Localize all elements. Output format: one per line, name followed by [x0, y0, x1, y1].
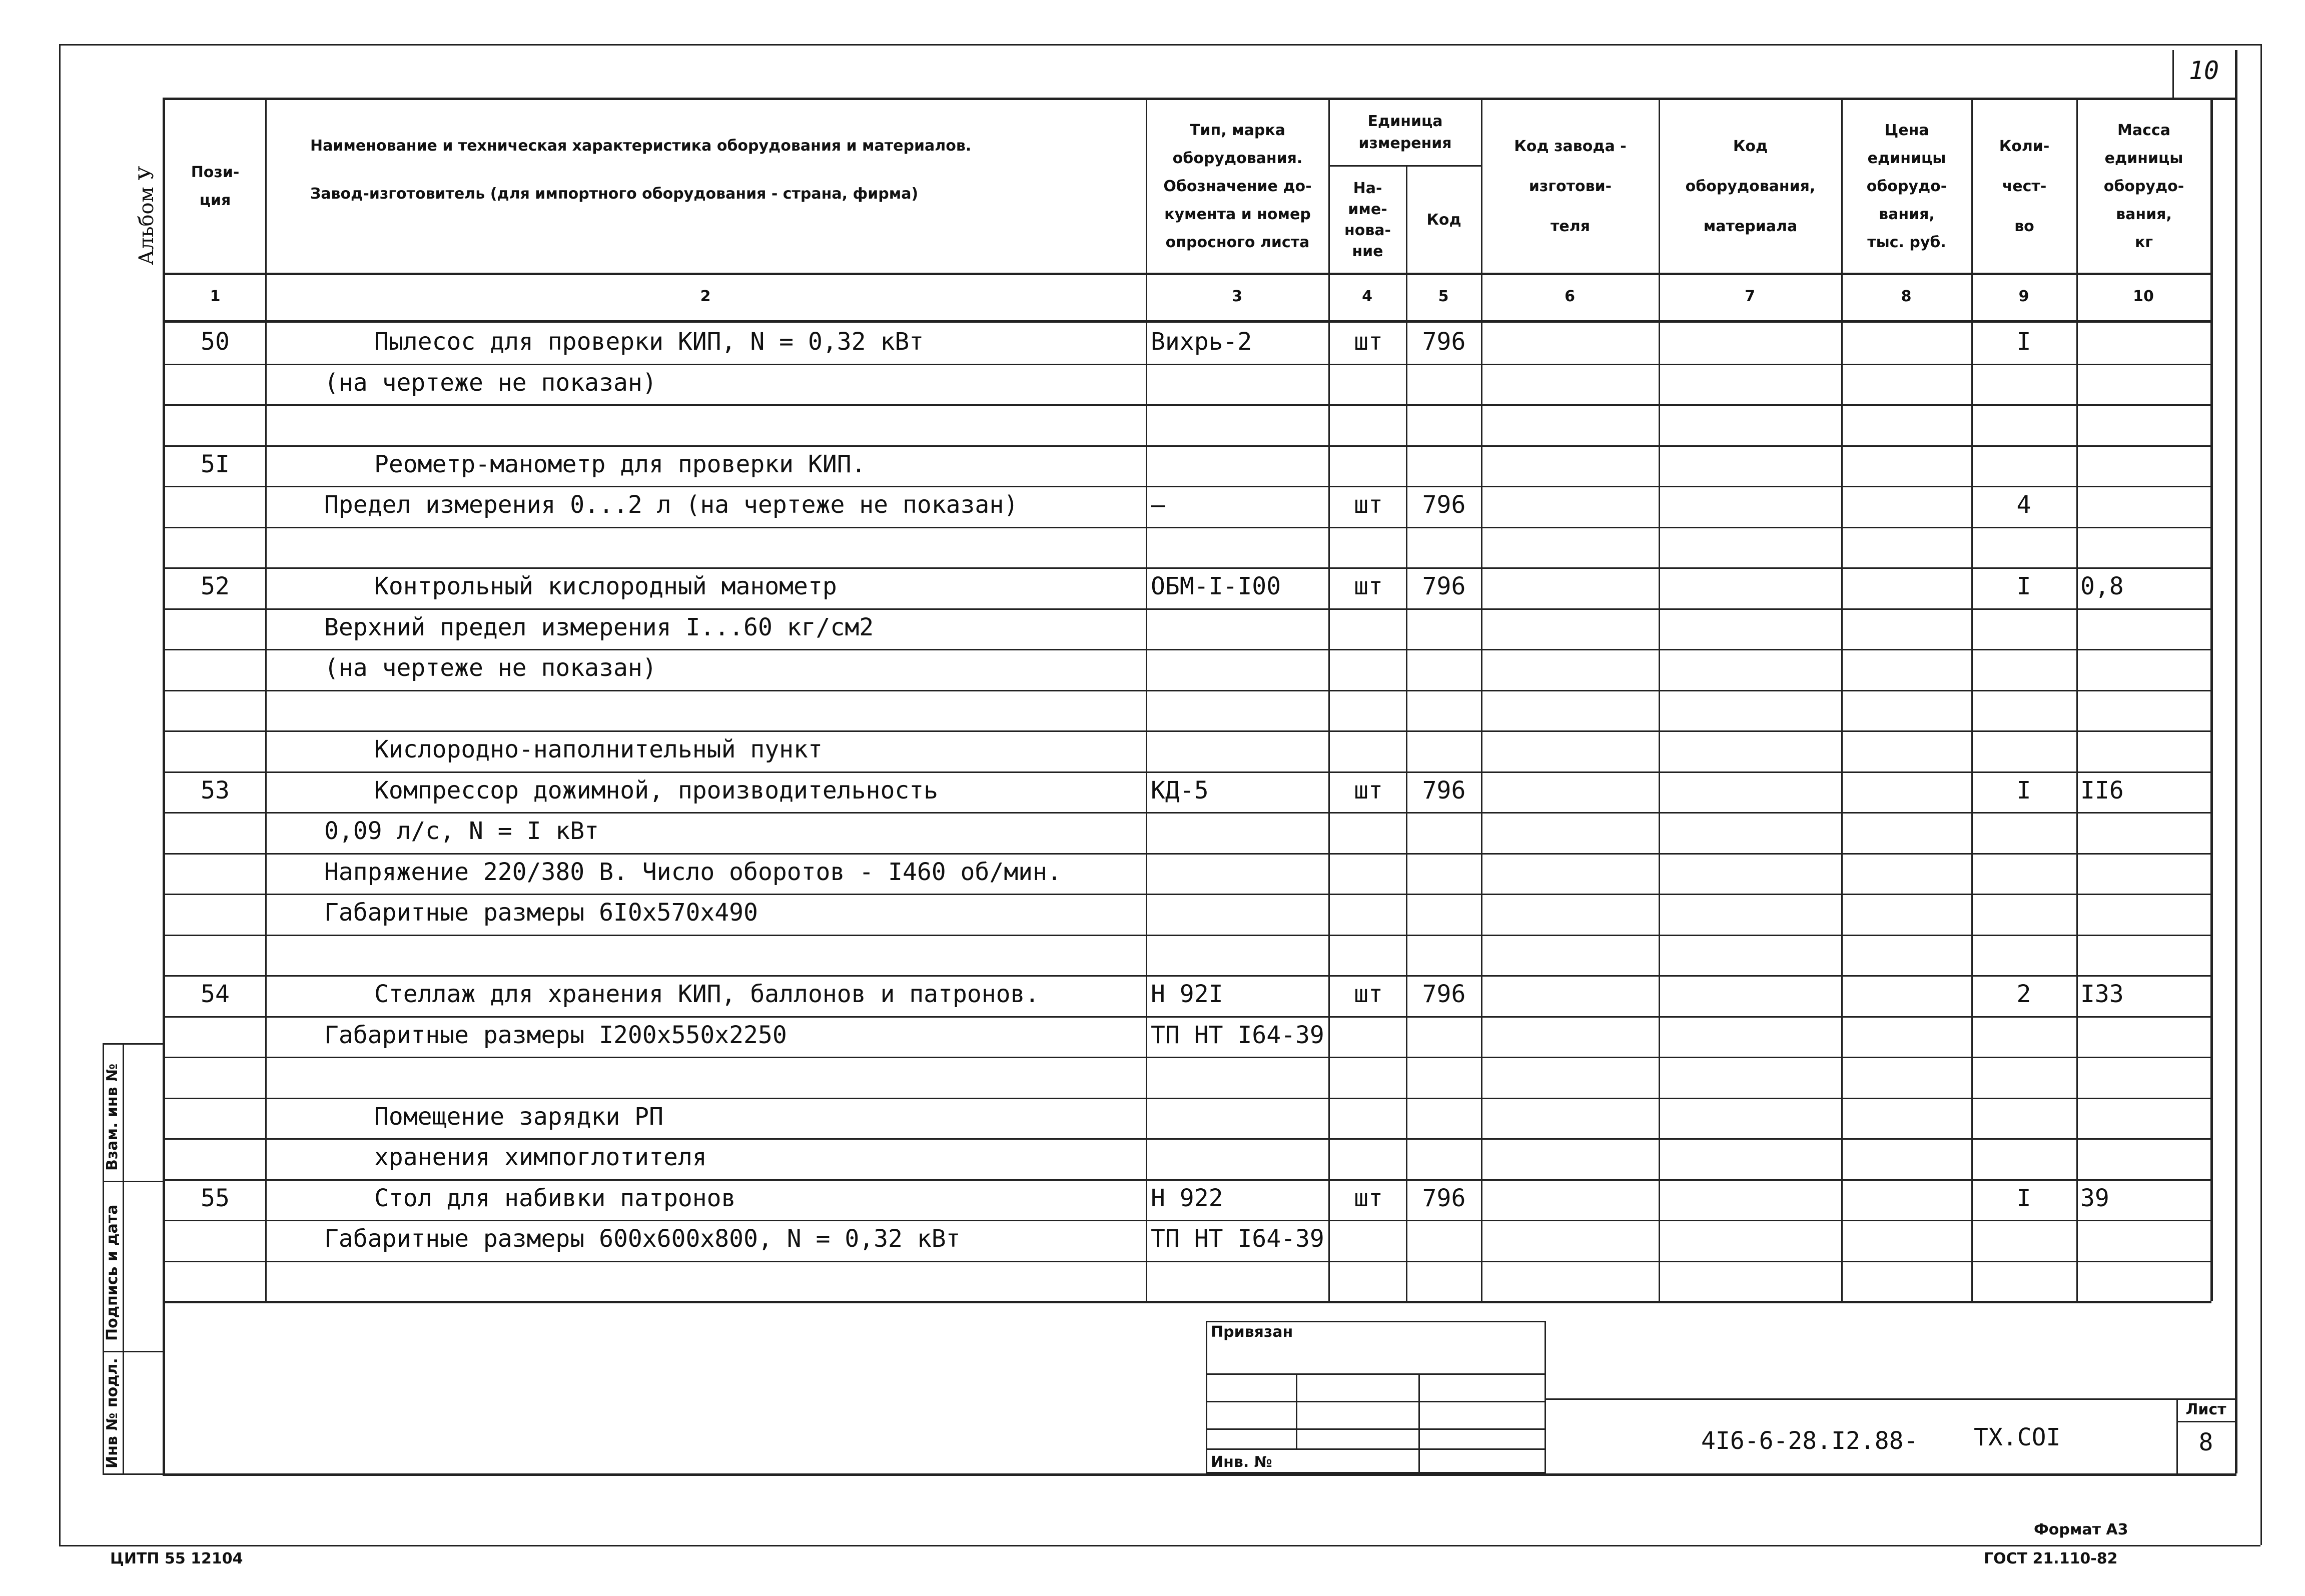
col-line-8	[1971, 98, 1973, 1301]
row-divider-pos	[163, 812, 265, 814]
binding-stamp-inv: Инв. №	[1211, 1453, 1272, 1471]
cell-name: Напряжение 220/380 В. Число оборотов - I460 об/мин.	[324, 858, 1062, 886]
row-divider-pos	[163, 486, 265, 487]
row-divider	[265, 1016, 2210, 1018]
colnum-7: 7	[1745, 288, 1755, 305]
binding-stamp-vline2	[1418, 1373, 1420, 1473]
cell-unit: шт	[1354, 980, 1383, 1008]
row-divider	[265, 1220, 2210, 1221]
row-divider	[265, 730, 2210, 732]
col-line-2	[1146, 98, 1147, 1301]
cell-name: Предел измерения 0...2 л (на чертеже не показан)	[324, 491, 1019, 519]
colnum-5: 5	[1438, 288, 1449, 305]
cell-name: Габаритные размеры 600x600x800, N = 0,32 кВт	[324, 1225, 961, 1253]
row-divider-pos	[163, 527, 265, 528]
row-divider-pos	[163, 1098, 265, 1099]
cell-name: (на чертеже не показан)	[324, 654, 657, 682]
document-suffix: ТХ.СОI	[1974, 1423, 2061, 1451]
side-label-podpis: Подпись и дата	[104, 1204, 121, 1341]
album-label: Альбом У	[135, 166, 158, 265]
colnum-2: 2	[700, 288, 711, 305]
col-line-5	[1481, 98, 1482, 1301]
cell-name: Стол для набивки патронов	[374, 1184, 736, 1212]
header-price: Цена единицы оборудо- вания, тыс. руб.	[1866, 121, 1947, 251]
sheet-number: 8	[2198, 1428, 2213, 1456]
col-line-6	[1659, 98, 1660, 1301]
col-line-10	[2210, 98, 2213, 1301]
cell-qty: 2	[2016, 980, 2031, 1008]
row-divider-pos	[163, 894, 265, 895]
header-unit-name: На- име- нова- ние	[1344, 180, 1391, 260]
cell-unit: шт	[1354, 776, 1383, 805]
side-label-vzam: Взам. инв №	[104, 1063, 121, 1171]
cell-name: Верхний предел измерения I...60 кг/см2	[324, 613, 874, 641]
col-line-9	[2076, 98, 2078, 1301]
colnum-4: 4	[1362, 288, 1372, 305]
inner-frame-right	[2235, 50, 2237, 1473]
row-divider	[265, 1057, 2210, 1058]
cell-mass: I33	[2080, 980, 2124, 1008]
cell-name: 0,09 л/с, N = I кВт	[324, 817, 599, 845]
cell-qty: I	[2016, 1184, 2031, 1212]
title-block-top	[1546, 1398, 2236, 1400]
header-factory-code: Код завода - изготови- теля	[1514, 137, 1627, 235]
cell-qty: I	[2016, 328, 2031, 356]
cell-type: ТП НТ I64-39	[1151, 1021, 1324, 1049]
cell-type: ТП НТ I64-39	[1151, 1225, 1324, 1253]
row-divider-pos	[163, 690, 265, 691]
document-code: 4I6-6-28.I2.88-	[1701, 1427, 1918, 1455]
row-divider-pos	[163, 771, 265, 773]
colnum-6: 6	[1565, 288, 1575, 305]
cell-mass: II6	[2080, 776, 2124, 805]
cell-type: —	[1151, 491, 1165, 519]
outer-frame-right	[2260, 44, 2262, 1545]
row-divider-pos	[163, 853, 265, 855]
cell-unit-code: 796	[1422, 572, 1466, 600]
row-divider-pos	[163, 608, 265, 610]
cell-type: КД-5	[1151, 776, 1209, 805]
row-divider	[265, 649, 2210, 650]
row-divider	[265, 1179, 2210, 1181]
table-bottom-line	[163, 1301, 2211, 1303]
cell-qty: I	[2016, 776, 2031, 805]
row-divider-pos	[163, 1261, 265, 1262]
cell-unit-code: 796	[1422, 491, 1466, 519]
row-divider-pos	[163, 404, 265, 406]
footer-gost: ГОСТ 21.110-82	[1984, 1550, 2118, 1567]
row-divider	[265, 690, 2210, 691]
side-block-bottom	[103, 1473, 163, 1475]
cell-name: Помещение зарядки РП	[374, 1102, 663, 1131]
cell-name: (на чертеже не показан)	[324, 368, 657, 397]
colnum-1: 1	[210, 288, 221, 305]
row-divider-pos	[163, 1220, 265, 1221]
cell-name: Стеллаж для хранения КИП, баллонов и патронов.	[374, 980, 1040, 1008]
cell-name: хранения химпоглотителя	[374, 1143, 707, 1171]
cell-unit-code: 796	[1422, 328, 1466, 356]
outer-frame-top	[59, 44, 2260, 46]
row-divider	[265, 608, 2210, 610]
colnum-9: 9	[2018, 288, 2029, 305]
row-divider-pos	[163, 1138, 265, 1140]
header-equip-code: Код оборудования, материала	[1685, 137, 1816, 235]
cell-pos: 53	[201, 776, 230, 805]
footer-format: Формат А3	[2034, 1521, 2128, 1538]
header-unit-code: Код	[1426, 211, 1461, 229]
binding-stamp	[1206, 1321, 1546, 1473]
binding-stamp-line1	[1206, 1373, 1546, 1375]
cell-type: Н 92I	[1151, 980, 1223, 1008]
cell-qty: I	[2016, 572, 2031, 600]
row-divider	[265, 527, 2210, 528]
cell-name: Компрессор дожимной, производительность	[374, 776, 939, 805]
binding-stamp-line3	[1206, 1428, 1546, 1430]
row-divider-pos	[163, 445, 265, 447]
cell-unit: шт	[1354, 572, 1383, 600]
cell-unit-code: 796	[1422, 1184, 1466, 1212]
row-divider	[265, 771, 2210, 773]
cell-name: Реометр-манометр для проверки КИП.	[374, 450, 866, 478]
binding-stamp-vline1	[1296, 1373, 1297, 1448]
cell-type: Вихрь-2	[1151, 328, 1252, 356]
side-label-inv: Инв № подл.	[104, 1358, 121, 1468]
cell-pos: 52	[201, 572, 230, 600]
row-divider-pos	[163, 730, 265, 732]
binding-stamp-line4	[1206, 1448, 1546, 1450]
sheet-box-mid	[2176, 1421, 2236, 1422]
cell-type: Н 922	[1151, 1184, 1223, 1212]
cell-qty: 4	[2016, 491, 2031, 519]
cell-mass: 39	[2080, 1184, 2109, 1212]
sheet-label: Лист	[2185, 1401, 2226, 1418]
cell-pos: 54	[201, 980, 230, 1008]
inner-frame-bottom	[163, 1473, 2236, 1476]
cell-name: Кислородно-наполнительный пункт	[374, 735, 823, 763]
row-divider	[265, 812, 2210, 814]
cell-unit-code: 796	[1422, 776, 1466, 805]
cell-pos: 5I	[201, 450, 230, 478]
row-divider-pos	[163, 364, 265, 365]
row-divider-pos	[163, 567, 265, 569]
row-divider-pos	[163, 1016, 265, 1018]
cell-unit: шт	[1354, 1184, 1383, 1212]
header-unit: Единица измерения	[1358, 113, 1452, 152]
cell-name: Контрольный кислородный манометр	[374, 572, 837, 600]
row-divider-pos	[163, 1057, 265, 1058]
header-type: Тип, марка оборудования. Обозначение до- кумента и номер опросного листа	[1163, 121, 1312, 251]
row-divider	[265, 567, 2210, 569]
cell-unit-code: 796	[1422, 980, 1466, 1008]
row-divider	[265, 975, 2210, 977]
outer-frame-left	[59, 44, 61, 1545]
row-divider	[265, 364, 2210, 365]
row-divider	[265, 404, 2210, 406]
row-divider	[265, 935, 2210, 936]
col-line-1	[265, 98, 267, 1301]
binding-stamp-line2	[1206, 1401, 1546, 1402]
page-number: 10	[2188, 56, 2219, 85]
row-divider	[265, 486, 2210, 487]
colnum-3: 3	[1232, 288, 1242, 305]
row-divider	[265, 853, 2210, 855]
side-block-top	[103, 1043, 163, 1045]
header-bottom-line	[163, 273, 2211, 275]
row-divider	[265, 894, 2210, 895]
row-divider-pos	[163, 1179, 265, 1181]
row-divider	[265, 1098, 2210, 1099]
row-divider-pos	[163, 935, 265, 936]
cell-name: Пылесос для проверки КИП, N = 0,32 кВт	[374, 328, 924, 356]
cell-mass: 0,8	[2080, 572, 2124, 600]
cell-pos: 50	[201, 328, 230, 356]
col-line-7	[1841, 98, 1843, 1301]
cell-unit: шт	[1354, 491, 1383, 519]
cell-name: Габаритные размеры I200x550x2250	[324, 1021, 787, 1049]
colnum-10: 10	[2133, 288, 2154, 305]
cell-pos: 55	[201, 1184, 230, 1212]
row-divider	[265, 1261, 2210, 1262]
unit-subheader-line	[1328, 165, 1481, 167]
side-block-div1	[103, 1181, 163, 1182]
header-pos: Пози- ция	[191, 163, 240, 209]
cell-type: ОБМ-I-I00	[1151, 572, 1281, 600]
row-divider-pos	[163, 975, 265, 977]
cell-unit: шт	[1354, 328, 1383, 356]
col-line-3	[1328, 98, 1330, 1301]
colnum-8: 8	[1901, 288, 1912, 305]
header-qty: Коли- чест- во	[1999, 137, 2050, 235]
page-number-box-left	[2172, 50, 2174, 98]
header-mass: Масса единицы оборудо- вания, кг	[2103, 121, 2184, 251]
binding-stamp-title: Привязан	[1211, 1323, 1293, 1341]
cell-name: Габаритные размеры 6I0x570x490	[324, 899, 758, 927]
side-block-div2	[103, 1351, 163, 1352]
row-divider-pos	[163, 649, 265, 650]
row-divider	[265, 445, 2210, 447]
row-divider	[265, 1138, 2210, 1140]
side-block-inner	[123, 1043, 124, 1473]
colnum-bottom-line	[163, 320, 2211, 323]
footer-print-code: ЦИТП 55 12104	[110, 1550, 243, 1567]
header-name: Наименование и техническая характеристика оборудования и материалов. Завод-изготовитель (для импортного оборудования - страна, фирма)	[310, 137, 972, 203]
outer-frame-bottom	[59, 1545, 2260, 1546]
